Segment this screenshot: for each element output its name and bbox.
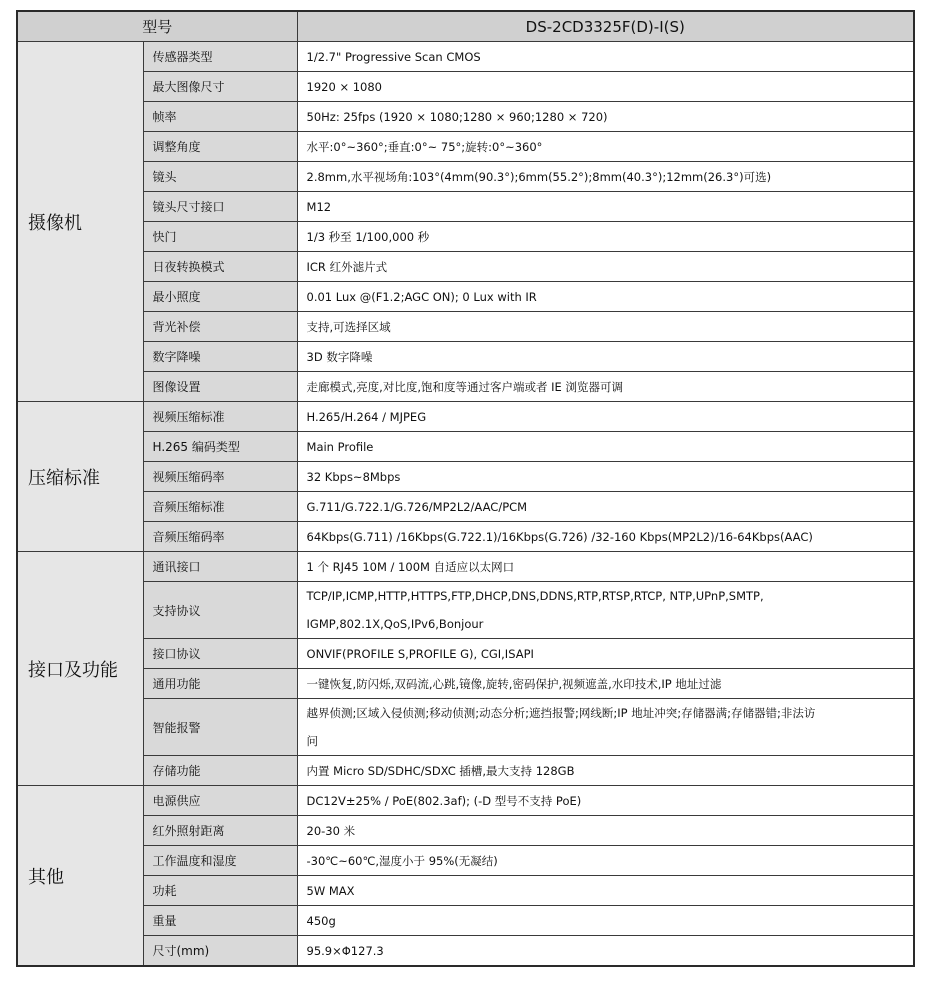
spec-value [297,162,914,192]
spec-value-line: 1/3 秒至 1/100,000 秒 [306,229,430,244]
spec-row [17,282,914,312]
spec-value-line: 1 个 RJ45 10M / 100M 自适应以太网口 [306,559,515,574]
spec-value-line: 走廊模式,亮度,对比度,饱和度等通过客户端或者 IE 浏览器可调 [306,379,623,394]
spec-value-line: 越界侦测;区域入侵侦测;移动侦测;动态分析;遮挡报警;网线断;IP 地址冲突;存储器满;存储器错;非法访 [306,706,816,720]
spec-label: 镜头 [143,162,297,192]
spec-row [17,72,914,102]
spec-label: 背光补偿 [143,312,297,342]
spec-value [297,786,914,816]
spec-label: 工作温度和湿度 [143,846,297,876]
spec-value [297,342,914,372]
spec-value-line: G.711/G.722.1/G.726/MP2L2/AAC/PCM [306,499,528,514]
spec-row [17,132,914,162]
spec-value [297,132,914,162]
spec-value [297,372,914,402]
spec-label: 支持协议 [143,582,297,639]
spec-row [17,639,914,669]
spec-label: 调整角度 [143,132,297,162]
spec-row [17,162,914,192]
spec-value-line: 20-30 米 [306,823,356,838]
spec-label: 红外照射距离 [143,816,297,846]
spec-label: 重量 [143,906,297,936]
model-value: DS-2CD3325F(D)-I(S) [297,11,914,42]
spec-row [17,876,914,906]
spec-value-line: 3D 数字降噪 [306,349,373,364]
spec-value [297,846,914,876]
section-name: 接口及功能 [17,552,143,786]
spec-value-line: 450g [306,913,336,928]
spec-row [17,786,914,816]
spec-row [17,372,914,402]
spec-label: 通用功能 [143,669,297,699]
spec-label: 视频压缩码率 [143,462,297,492]
spec-value-line: 内置 Micro SD/SDHC/SDXC 插槽,最大支持 128GB [306,763,575,778]
spec-value-line: 水平:0°~360°;垂直:0°~ 75°;旋转:0°~360° [306,139,543,154]
spec-value-line: DC12V±25% / PoE(802.3af); (-D 型号不支持 PoE) [306,793,582,808]
spec-label: 视频压缩标准 [143,402,297,432]
spec-value-line: ICR 红外滤片式 [306,259,388,274]
spec-table-body [17,11,914,966]
spec-label: 数字降噪 [143,342,297,372]
spec-row [17,252,914,282]
spec-label: H.265 编码类型 [143,432,297,462]
spec-value-line: 50Hz: 25fps (1920 × 1080;1280 × 960;1280 × 720) [306,109,608,124]
spec-row [17,102,914,132]
spec-value [297,462,914,492]
spec-row [17,552,914,582]
spec-label: 图像设置 [143,372,297,402]
spec-label: 功耗 [143,876,297,906]
spec-value [297,756,914,786]
spec-row [17,402,914,432]
spec-value [297,252,914,282]
spec-value-line: 0.01 Lux @(F1.2;AGC ON); 0 Lux with IR [306,289,537,304]
spec-value-line: 64Kbps(G.711) /16Kbps(G.722.1)/16Kbps(G.726) /32-160 Kbps(MP2L2)/16-64Kbps(AAC) [306,529,813,544]
spec-value [297,72,914,102]
spec-row [17,462,914,492]
spec-row [17,582,914,639]
spec-value-line: Main Profile [306,439,374,454]
spec-value-line: M12 [306,199,332,214]
spec-row [17,669,914,699]
spec-value [297,432,914,462]
spec-value [297,639,914,669]
spec-label: 日夜转换模式 [143,252,297,282]
spec-row [17,522,914,552]
spec-value-line: 32 Kbps~8Mbps [306,469,401,484]
spec-value [297,816,914,846]
spec-row [17,432,914,462]
spec-label: 音频压缩码率 [143,522,297,552]
spec-row [17,42,914,72]
spec-row [17,936,914,967]
spec-row [17,492,914,522]
spec-value [297,522,914,552]
spec-label: 快门 [143,222,297,252]
spec-value-line: H.265/H.264 / MJPEG [306,409,427,424]
spec-value [297,312,914,342]
spec-value [297,492,914,522]
spec-value [297,552,914,582]
spec-row [17,699,914,756]
spec-label: 尺寸(mm) [143,936,297,967]
spec-value-line: 支持,可选择区域 [306,319,391,334]
spec-value-line: TCP/IP,ICMP,HTTP,HTTPS,FTP,DHCP,DNS,DDNS,RTP,RTSP,RTCP, NTP,UPnP,SMTP, [306,589,764,603]
spec-value-line: -30℃~60℃,湿度小于 95%(无凝结) [306,853,498,868]
spec-value [297,222,914,252]
spec-label: 传感器类型 [143,42,297,72]
spec-value-line: 95.9×Φ127.3 [306,943,384,958]
spec-row [17,906,914,936]
header-row [17,11,914,42]
spec-label: 存储功能 [143,756,297,786]
spec-value [297,699,914,756]
spec-value-line: 1920 × 1080 [306,79,382,94]
spec-value-line: 2.8mm,水平视场角:103°(4mm(90.3°);6mm(55.2°);8mm(40.3°);12mm(26.3°)可选) [306,169,772,184]
spec-label: 最小照度 [143,282,297,312]
spec-value [297,669,914,699]
spec-value-line: 一键恢复,防闪烁,双码流,心跳,镜像,旋转,密码保护,视频遮盖,水印技术,IP 地址过滤 [306,676,722,691]
spec-row [17,816,914,846]
spec-row [17,756,914,786]
spec-label: 通讯接口 [143,552,297,582]
spec-value-line: 1/2.7" Progressive Scan CMOS [306,49,481,64]
spec-value-line: ONVIF(PROFILE S,PROFILE G), CGI,ISAPI [306,646,534,661]
spec-value-line: 问 [306,734,319,748]
spec-row [17,222,914,252]
spec-value [297,42,914,72]
spec-value-line: IGMP,802.1X,QoS,IPv6,Bonjour [306,617,484,631]
spec-value [297,906,914,936]
spec-row [17,342,914,372]
model-label: 型号 [17,11,297,42]
spec-label: 最大图像尺寸 [143,72,297,102]
spec-label: 接口协议 [143,639,297,669]
section-name: 其他 [17,786,143,967]
spec-row [17,846,914,876]
spec-value [297,936,914,967]
spec-value [297,192,914,222]
spec-value [297,876,914,906]
spec-label: 帧率 [143,102,297,132]
spec-value-line: 5W MAX [306,883,355,898]
spec-value [297,102,914,132]
spec-value [297,402,914,432]
spec-label: 镜头尺寸接口 [143,192,297,222]
spec-value [297,582,914,639]
spec-label: 电源供应 [143,786,297,816]
spec-label: 音频压缩标准 [143,492,297,522]
spec-label: 智能报警 [143,699,297,756]
spec-row [17,192,914,222]
spec-row [17,312,914,342]
spec-value [297,282,914,312]
section-name: 压缩标准 [17,402,143,552]
section-name: 摄像机 [17,42,143,402]
spec-table [16,10,915,967]
